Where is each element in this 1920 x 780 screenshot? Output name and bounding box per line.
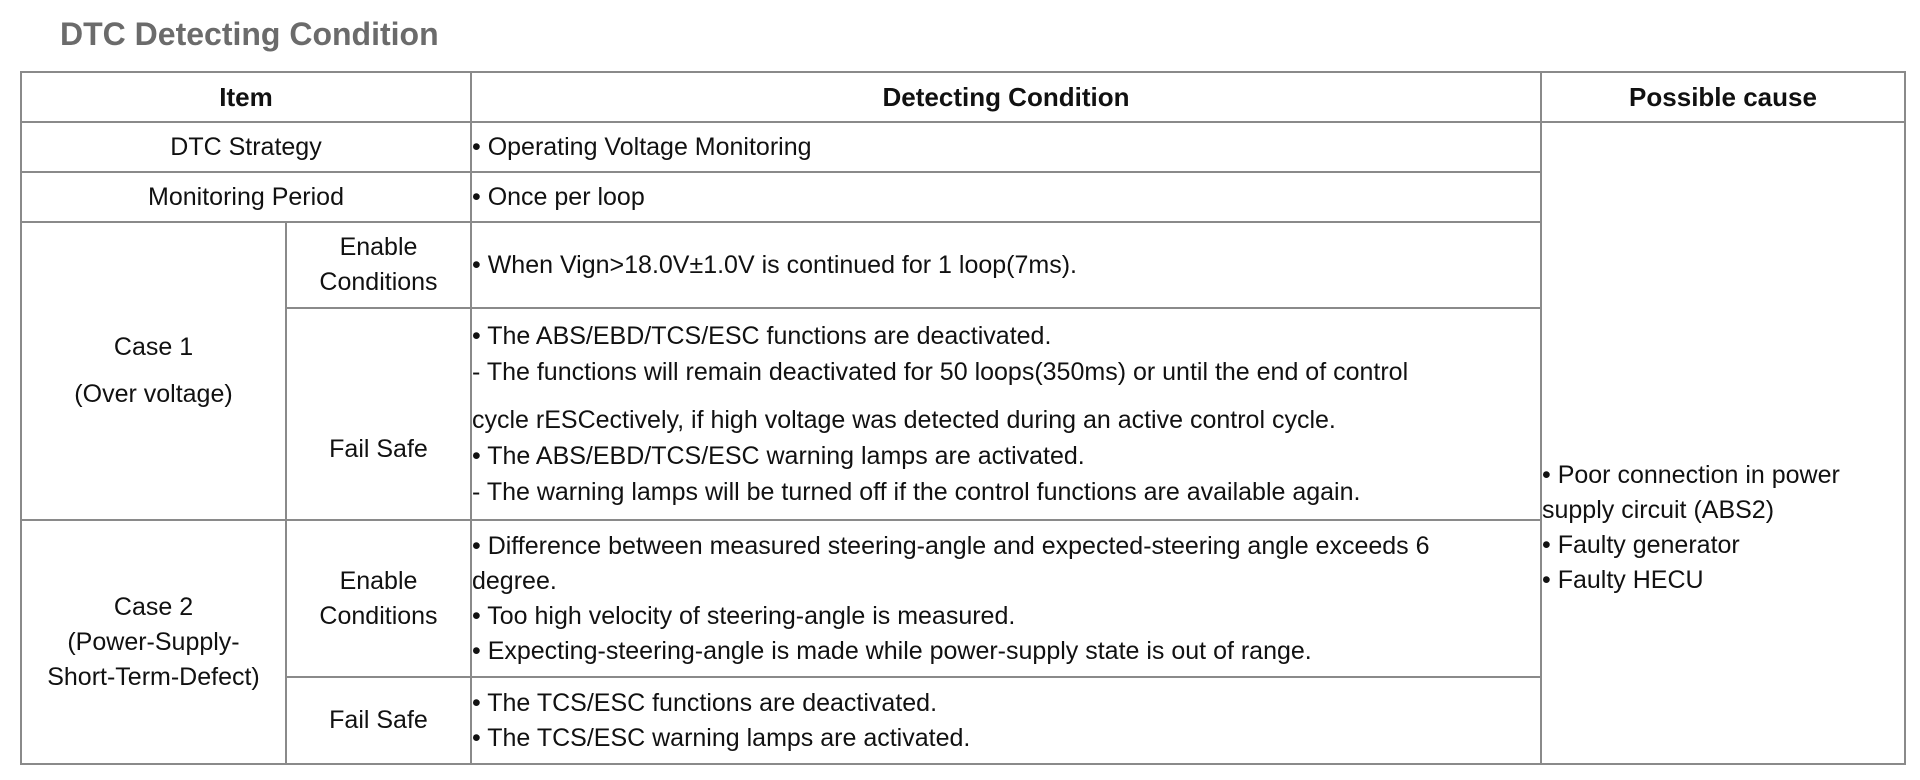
case1-failsafe-condition	[471, 308, 1541, 520]
possible-cause-line: • Poor connection in power	[1542, 461, 1840, 489]
possible-cause-cell	[1541, 122, 1905, 764]
enable-label-line: Enable	[339, 566, 418, 595]
condition-line: • Difference between measured steering-angle and expected-steering angle exceeds 6	[472, 531, 1430, 560]
enable-label-line: Enable	[339, 233, 418, 261]
condition-line: • The TCS/ESC functions are deactivated.	[472, 688, 938, 717]
monitoring-period-label: Monitoring Period	[21, 172, 471, 222]
case1-failsafe-label	[286, 308, 471, 520]
condition-line: • The ABS/EBD/TCS/ESC warning lamps are activated.	[472, 442, 1085, 470]
enable-label-line: Conditions	[319, 601, 438, 630]
case1-enable-condition	[471, 222, 1541, 308]
header-detecting-condition: Detecting Condition	[471, 72, 1541, 122]
header-row	[21, 72, 1905, 122]
condition-line: - The warning lamps will be turned off if the control functions are available again.	[472, 478, 1361, 506]
condition-line: - The functions will remain deactivated for 50 loops(350ms) or until the end of control	[472, 358, 1409, 386]
condition-line: • When Vign>18.0V±1.0V is continued for 1 loop(7ms).	[472, 250, 1077, 279]
case2-failsafe-label: Fail Safe	[286, 677, 471, 764]
case2-enable-condition	[471, 520, 1541, 677]
header-possible-cause: Possible cause	[1541, 72, 1905, 122]
enable-label-line: Conditions	[319, 268, 438, 296]
case1-label	[21, 222, 286, 520]
failsafe-label-text: Fail Safe	[329, 434, 428, 463]
condition-line: • Expecting-steering-angle is made while power-supply state is out of range.	[472, 636, 1312, 665]
case1-subtitle: (Over voltage)	[74, 380, 233, 408]
possible-cause-line: • Faulty generator	[1542, 531, 1740, 559]
case1-enable-label	[286, 222, 471, 308]
condition-line: • The ABS/EBD/TCS/ESC functions are deactivated.	[472, 322, 1052, 350]
condition-line: degree.	[472, 566, 557, 595]
case2-title: Case 2	[113, 592, 194, 621]
condition-line: • Too high velocity of steering-angle is measured.	[472, 601, 1016, 630]
condition-line: cycle rESCectively, if high voltage was detected during an active control cycle.	[472, 406, 1336, 434]
case2-failsafe-condition	[471, 677, 1541, 764]
case2-subtitle: Short-Term-Defect)	[47, 662, 260, 691]
table-row	[21, 122, 1905, 172]
page-title: DTC Detecting Condition	[60, 16, 439, 52]
case1-title: Case 1	[113, 333, 194, 361]
header-item: Item	[21, 72, 471, 122]
condition-line: • The TCS/ESC warning lamps are activated.	[472, 723, 971, 752]
dtc-strategy-label: DTC Strategy	[21, 122, 471, 172]
case2-subtitle: (Power-Supply-	[67, 627, 240, 656]
possible-cause-line: supply circuit (ABS2)	[1542, 496, 1775, 524]
possible-cause-line: • Faulty HECU	[1542, 566, 1704, 594]
monitoring-period-condition: • Once per loop	[471, 172, 1541, 222]
case2-label	[21, 520, 286, 764]
dtc-strategy-condition: • Operating Voltage Monitoring	[471, 122, 1541, 172]
dtc-table	[20, 71, 1906, 765]
case2-enable-label	[286, 520, 471, 677]
